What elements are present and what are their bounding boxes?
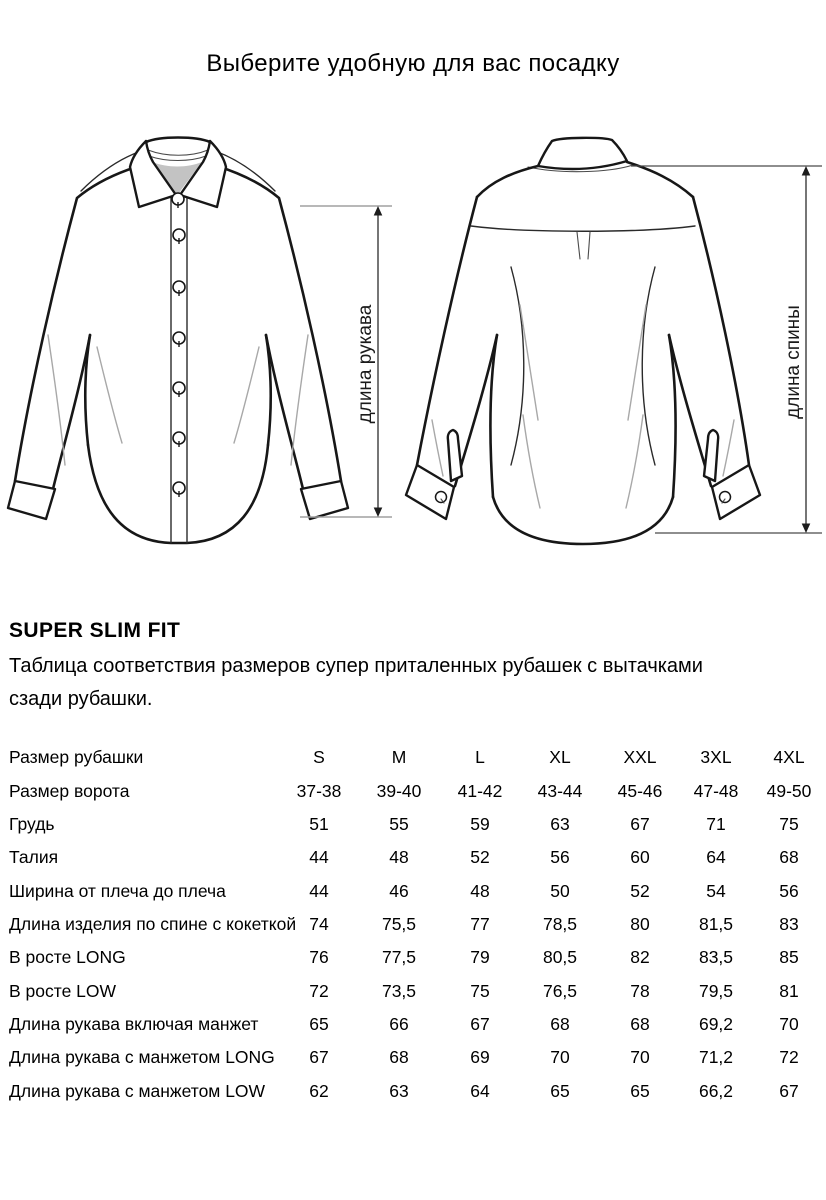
size-cell: 69,2 <box>698 1013 734 1034</box>
row-label: Грудь <box>9 813 55 834</box>
size-cell: 56 <box>550 847 570 868</box>
back-crease <box>723 420 734 476</box>
back-left-dart <box>511 267 524 465</box>
row-label: В росте LOW <box>9 980 117 1001</box>
size-cell: 68 <box>389 1047 409 1068</box>
table-row <box>0 1041 826 1074</box>
cuff-button <box>436 492 447 503</box>
size-cell: 67 <box>630 813 650 834</box>
front-crease <box>48 335 65 465</box>
size-cell: 41-42 <box>457 780 503 801</box>
size-cell: 71,2 <box>698 1047 734 1068</box>
size-cell: 83 <box>779 913 799 934</box>
back-right-cuff <box>712 465 760 519</box>
table-row-sizes <box>0 741 826 774</box>
size-cell: 68 <box>630 1013 650 1034</box>
back-left-shoulder <box>477 166 538 197</box>
size-cell: 80,5 <box>542 947 578 968</box>
size-cell: 78 <box>630 980 650 1001</box>
table-row <box>0 808 826 841</box>
size-cell: 60 <box>630 847 650 868</box>
fit-name-heading: SUPER SLIM FIT <box>9 619 181 642</box>
size-cell: 85 <box>779 947 799 968</box>
size-cell: 50 <box>550 880 570 901</box>
size-cell: 48 <box>389 847 409 868</box>
size-cell: 37-38 <box>296 780 342 801</box>
size-cell: 67 <box>470 1013 490 1034</box>
back-left-cuff <box>406 465 454 519</box>
size-cell: 72 <box>309 980 329 1001</box>
size-cell: 75 <box>779 813 799 834</box>
size-cell: 68 <box>779 847 799 868</box>
collar-band-line <box>148 150 208 155</box>
size-cell: 64 <box>470 1080 490 1101</box>
size-cell: 56 <box>779 880 799 901</box>
size-cell: 46 <box>389 880 409 901</box>
front-crease <box>234 347 259 443</box>
table-row <box>0 1008 826 1041</box>
row-label: Длина рукава включая манжет <box>9 1013 259 1034</box>
row-label: Размер рубашки <box>9 747 144 768</box>
back-right-shoulder <box>627 162 693 197</box>
back-crease <box>523 415 540 508</box>
back-center-pleat <box>588 232 590 259</box>
size-cell: 43-44 <box>537 780 583 801</box>
size-cell: 77 <box>470 913 490 934</box>
size-cell: L <box>475 747 485 768</box>
size-cell: 66 <box>389 1013 409 1034</box>
size-cell: XL <box>549 747 571 768</box>
collar-band-line <box>149 156 206 161</box>
table-row <box>0 774 826 807</box>
size-cell: 74 <box>309 913 329 934</box>
size-cell: 77,5 <box>381 947 417 968</box>
row-label: Ширина от плеча до плеча <box>9 880 226 901</box>
fit-description-line2: сзади рубашки. <box>9 687 153 710</box>
back-crease <box>432 420 443 476</box>
page-title: Выберите удобную для вас посадку <box>206 50 620 77</box>
size-cell: 49-50 <box>766 780 812 801</box>
fit-description <box>9 650 821 715</box>
shirt-back-illustration <box>406 138 760 544</box>
fit-description-line1: Таблица соответствия размеров супер приталенных рубашек с вытачками <box>9 655 703 677</box>
front-left-cuff <box>8 481 55 519</box>
size-cell: 82 <box>630 947 650 968</box>
front-buttonholes <box>178 202 179 497</box>
size-cell: 83,5 <box>698 947 734 968</box>
size-cell: 45-46 <box>617 780 663 801</box>
back-right-sleeve-placket <box>704 430 718 481</box>
size-cell: 44 <box>309 847 329 868</box>
back-yoke-seam <box>471 226 695 231</box>
size-cell: 65 <box>309 1013 329 1034</box>
size-cell: 64 <box>706 847 726 868</box>
size-cell: 76 <box>309 947 329 968</box>
size-cell: 80 <box>630 913 650 934</box>
size-cell: XXL <box>623 747 657 768</box>
table-row <box>0 1074 826 1107</box>
size-cell: 52 <box>470 847 490 868</box>
size-cell: 72 <box>779 1047 799 1068</box>
back-left-sleeve-placket <box>448 430 462 481</box>
size-cell: 55 <box>389 813 409 834</box>
table-row <box>0 908 826 941</box>
shirt-measurement-diagram <box>0 120 826 565</box>
size-table <box>0 741 826 1108</box>
row-label: В росте LONG <box>9 947 126 968</box>
arrow-up-icon <box>374 206 383 216</box>
size-cell: 71 <box>706 813 726 834</box>
back-center-pleat <box>577 232 580 259</box>
size-cell: 47-48 <box>693 780 739 801</box>
size-cell: 59 <box>470 813 490 834</box>
size-cell: 52 <box>630 880 650 901</box>
back-left-sleeve-outline <box>417 197 477 465</box>
size-cell: 76,5 <box>542 980 578 1001</box>
arrow-down-icon <box>374 508 383 518</box>
row-label: Длина рукава с манжетом LONG <box>9 1047 275 1068</box>
size-cell: 73,5 <box>381 980 417 1001</box>
row-label: Талия <box>9 847 59 868</box>
size-cell: 70 <box>550 1047 570 1068</box>
size-cell: 81 <box>779 980 799 1001</box>
table-row <box>0 974 826 1007</box>
size-cell: 63 <box>550 813 570 834</box>
size-cell: 65 <box>630 1080 650 1101</box>
size-cell: S <box>313 747 325 768</box>
collar-top-edge <box>146 138 210 143</box>
table-row <box>0 941 826 974</box>
size-cell: 39-40 <box>376 780 422 801</box>
front-left-sleeve-outline <box>15 166 139 481</box>
size-cell: 4XL <box>773 747 805 768</box>
size-cell: 44 <box>309 880 329 901</box>
size-cell: 68 <box>550 1013 570 1034</box>
size-cell: 51 <box>309 813 329 834</box>
size-cell: 70 <box>630 1047 650 1068</box>
size-cell: 3XL <box>700 747 732 768</box>
row-label: Длина изделия по спине с кокеткой <box>9 913 297 934</box>
arrow-up-icon <box>802 166 811 176</box>
back-length-label: длина спины <box>783 305 804 419</box>
row-label: Размер ворота <box>9 780 130 801</box>
front-right-cuff <box>301 481 348 519</box>
shirt-front-illustration <box>8 138 348 544</box>
back-right-sleeve-outline <box>693 197 749 465</box>
size-cell: 70 <box>779 1013 799 1034</box>
sleeve-length-dimension <box>300 206 392 517</box>
size-cell: 81,5 <box>698 913 734 934</box>
back-crease <box>626 415 643 508</box>
size-cell: 62 <box>309 1080 329 1101</box>
size-cell: 69 <box>470 1047 490 1068</box>
size-cell: 65 <box>550 1080 570 1101</box>
size-cell: 66,2 <box>698 1080 734 1101</box>
back-right-dart <box>642 267 655 465</box>
row-label: Длина рукава с манжетом LOW <box>9 1080 266 1101</box>
back-hem <box>493 497 673 544</box>
size-cell: 78,5 <box>542 913 578 934</box>
front-crease <box>291 335 308 465</box>
cuff-button <box>720 492 731 503</box>
size-cell: 75,5 <box>381 913 417 934</box>
size-cell: 54 <box>706 880 726 901</box>
table-row <box>0 874 826 907</box>
front-right-sleeve-outline <box>217 166 341 481</box>
arrow-down-icon <box>802 524 811 534</box>
size-cell: 75 <box>470 980 490 1001</box>
size-cell: 67 <box>779 1080 799 1101</box>
size-cell: 79 <box>470 947 490 968</box>
table-row <box>0 841 826 874</box>
size-cell: 67 <box>309 1047 329 1068</box>
sleeve-length-label: длина рукава <box>355 304 376 424</box>
back-collar-stand <box>538 138 627 169</box>
front-crease <box>97 347 122 443</box>
size-cell: 79,5 <box>698 980 734 1001</box>
size-cell: 48 <box>470 880 490 901</box>
size-cell: 63 <box>389 1080 409 1101</box>
size-cell: M <box>391 747 407 768</box>
